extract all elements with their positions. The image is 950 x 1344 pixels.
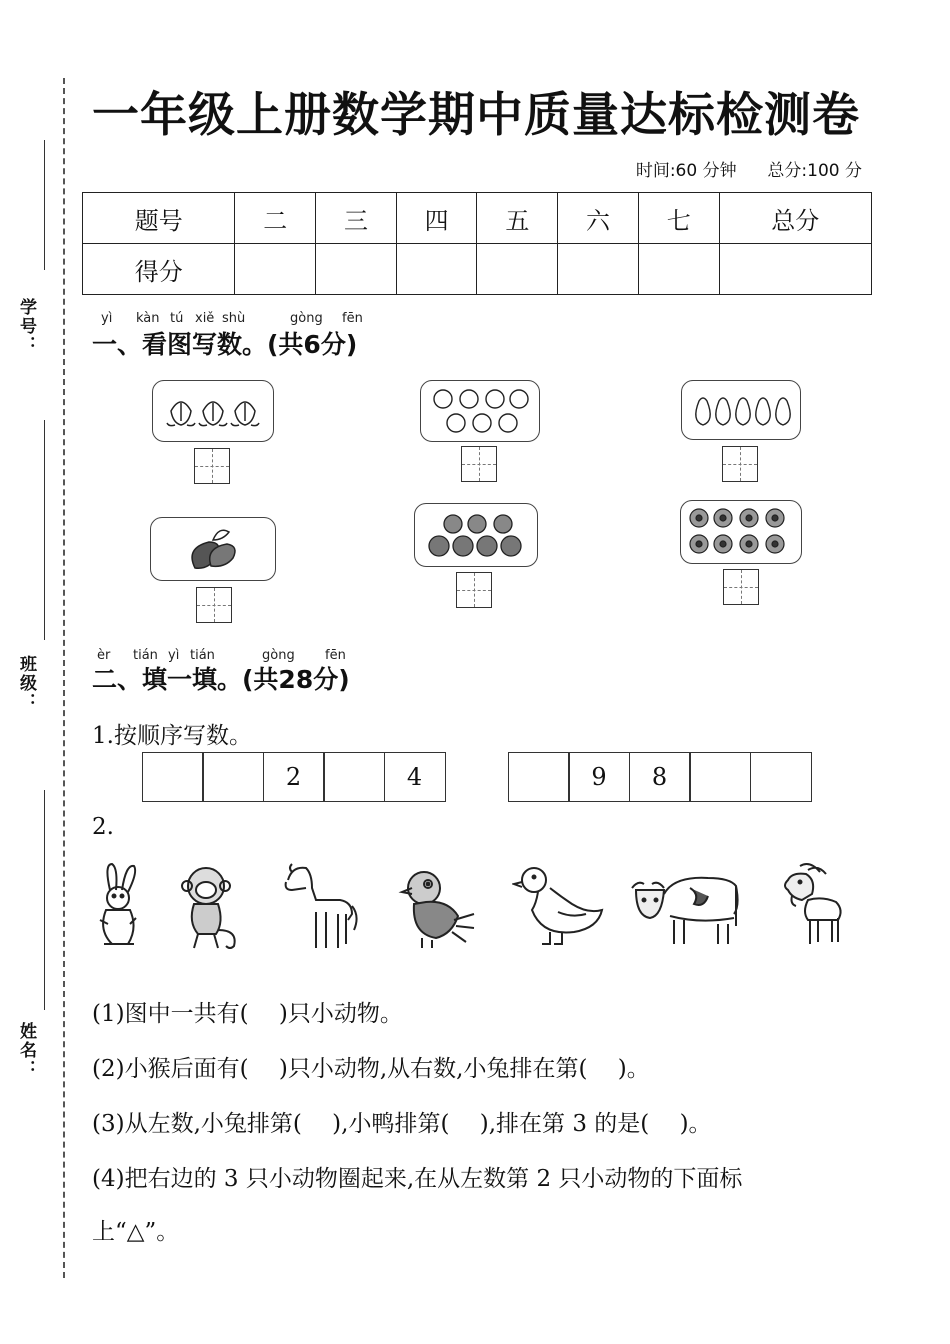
apple-box: [420, 380, 540, 442]
answer-box[interactable]: [722, 446, 758, 482]
score-header-cell: 六: [558, 193, 639, 244]
sequence-cell: 8: [629, 752, 691, 802]
pinyin: shù: [222, 311, 246, 326]
exam-time: 时间:60 分钟: [635, 161, 737, 181]
section1-title: 一、看图写数。(共6分): [92, 330, 358, 359]
answer-box[interactable]: [723, 569, 759, 605]
flower-box: [680, 500, 802, 564]
exam-meta: [636, 156, 862, 181]
pinyin: fēn: [342, 311, 363, 326]
sequence-cell[interactable]: [202, 752, 264, 802]
pinyin: tú: [170, 311, 184, 326]
score-row-label: 得分: [83, 244, 235, 295]
duck-icon: [512, 860, 604, 950]
exam-total: 总分:100 分: [767, 161, 862, 181]
score-input-cell[interactable]: [558, 244, 639, 295]
score-header-cell: 三: [316, 193, 397, 244]
name-label: 姓名：: [16, 1022, 36, 1079]
sub-question-4-cont: 上“△”。: [92, 1219, 180, 1245]
orange-icon: [415, 504, 537, 566]
pinyin: gòng: [262, 648, 295, 663]
sequence-cell[interactable]: [142, 752, 204, 802]
sub-question-1: (1)图中一共有( )只小动物。: [92, 1001, 403, 1027]
score-input-cell[interactable]: [719, 244, 871, 295]
sequence-cell: 4: [384, 752, 446, 802]
question-1: 1.按顺序写数。: [92, 723, 252, 749]
pinyin: yì: [168, 648, 180, 663]
apple-icon: [421, 381, 539, 441]
sub-question-4: (4)把右边的 3 只小动物圈起来,在从左数第 2 只小动物的下面标: [92, 1166, 743, 1192]
pinyin: fēn: [325, 648, 346, 663]
pear-box: [681, 380, 801, 440]
peach-box: [152, 380, 274, 442]
score-header-cell: 五: [477, 193, 558, 244]
score-input-cell[interactable]: [638, 244, 719, 295]
score-header-cell: 总分: [719, 193, 871, 244]
pear-icon: [682, 381, 800, 439]
question-2: 2.: [92, 814, 114, 840]
sequence-cell[interactable]: [508, 752, 570, 802]
mango-icon: [151, 518, 275, 580]
sequence-cell[interactable]: [750, 752, 812, 802]
answer-box[interactable]: [196, 587, 232, 623]
student-no-label: 学号：: [16, 298, 36, 355]
mango-box: [150, 517, 276, 581]
peach-icon: [153, 381, 273, 441]
student-no-line: [44, 140, 45, 270]
orange-box: [414, 503, 538, 567]
sequence-cell[interactable]: [323, 752, 385, 802]
score-input-cell[interactable]: [316, 244, 397, 295]
score-value-row: [83, 244, 872, 295]
pinyin: yì: [101, 311, 113, 326]
class-label: 班级：: [16, 655, 36, 712]
score-header-cell: 四: [396, 193, 477, 244]
horse-icon: [280, 860, 360, 956]
bird-icon: [398, 860, 478, 952]
goat-icon: [780, 860, 846, 952]
score-header-cell: 题号: [83, 193, 235, 244]
sub-question-2: (2)小猴后面有( )只小动物,从右数,小兔排在第( )。: [92, 1056, 650, 1082]
page-title: 一年级上册数学期中质量达标检测卷: [92, 88, 860, 143]
score-table: [82, 192, 872, 295]
rabbit-icon: [90, 860, 146, 952]
answer-box[interactable]: [194, 448, 230, 484]
pinyin: tián: [190, 648, 215, 663]
binding-margin: [0, 0, 70, 1344]
answer-box[interactable]: [461, 446, 497, 482]
pinyin: kàn: [136, 311, 160, 326]
score-header-cell: 二: [235, 193, 316, 244]
sequence-cell[interactable]: [689, 752, 751, 802]
score-input-cell[interactable]: [477, 244, 558, 295]
sequence-cell: 2: [263, 752, 325, 802]
flower-icon: [681, 501, 801, 563]
pinyin: xiě: [195, 311, 215, 326]
class-line: [44, 420, 45, 640]
sub-question-3: (3)从左数,小兔排第( ),小鸭排第( ),排在第 3 的是( )。: [92, 1111, 712, 1137]
score-input-cell[interactable]: [235, 244, 316, 295]
score-header-cell: 七: [638, 193, 719, 244]
cow-icon: [630, 860, 740, 950]
monkey-icon: [176, 860, 242, 952]
pinyin: èr: [97, 648, 111, 663]
section2-title: 二、填一填。(共28分): [92, 665, 350, 694]
name-line: [44, 790, 45, 1010]
pinyin: tián: [133, 648, 158, 663]
pinyin: gòng: [290, 311, 323, 326]
score-input-cell[interactable]: [396, 244, 477, 295]
binding-dashed-line: [63, 78, 65, 1278]
score-header-row: [83, 193, 872, 244]
answer-box[interactable]: [456, 572, 492, 608]
sequence-cell: 9: [568, 752, 630, 802]
sequence-row-a: [143, 752, 446, 802]
sequence-row-b: [509, 752, 812, 802]
